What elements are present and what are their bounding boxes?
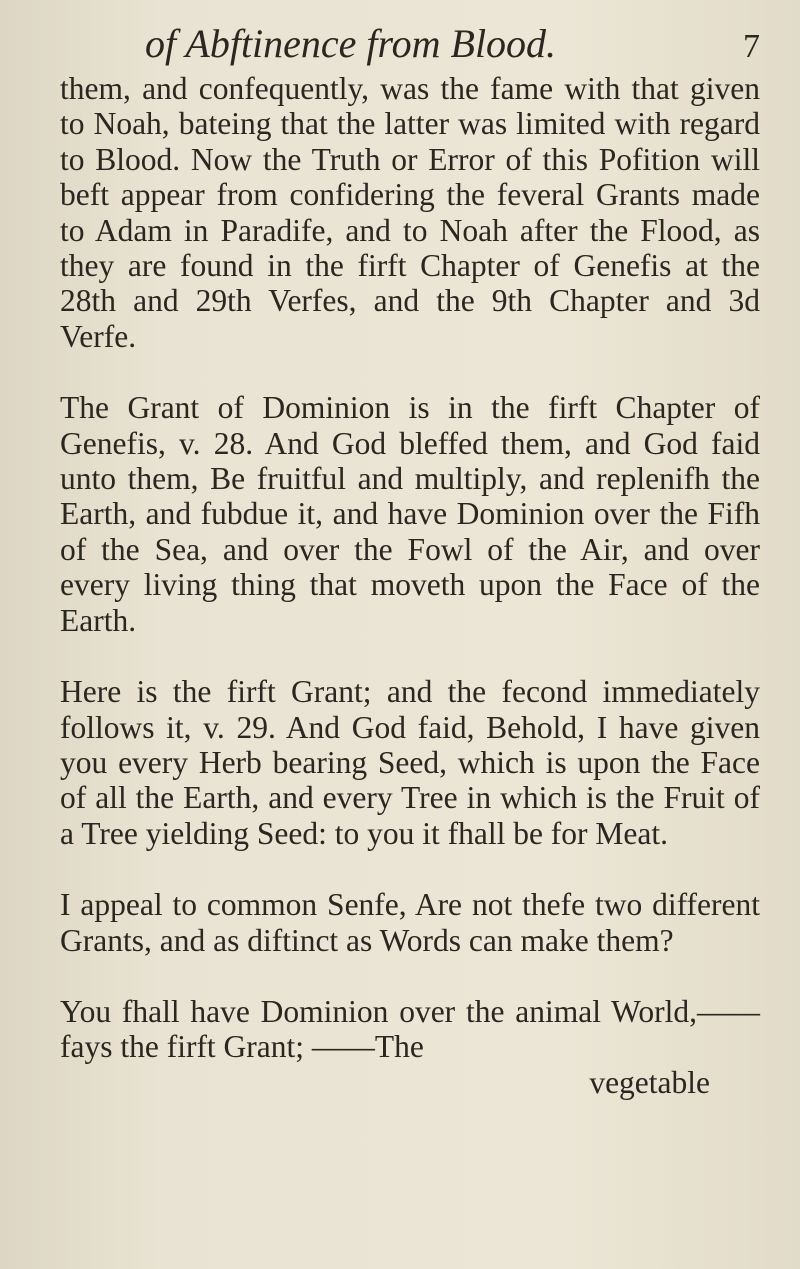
catchword: vegetable <box>589 1064 710 1100</box>
paragraph-5: You fhall have Dominion over the animal World,——fays the firft Grant; ——The <box>60 993 760 1065</box>
page-number: 7 <box>743 28 760 65</box>
running-title: of Abftinence from Blood. <box>145 21 557 66</box>
paragraph-1: them, and confequently, was the fame with that given to Noah, bateing that the latter was limited with regard to Blood. Now the Truth or Error of this Pofition will beft appear from confidering the feveral Grants made to Adam in Paradife, and to Noah after the Flood, as they are found in the firft Chapter of Genefis at the 28th and 29th Verfes, and the 9th Chapter and 3d Verfe. <box>60 71 760 354</box>
paragraph-4: I appeal to common Senfe, Are not thefe two different Grants, and as diftinct as Words can make them? <box>60 887 760 958</box>
running-header <box>145 22 760 69</box>
paragraph-2: The Grant of Dominion is in the firft Chapter of Genefis, v. 28. And God bleffed them, and God faid unto them, Be fruitful and multiply, and replenifh the Earth, and fubdue it, and have Dominion over the Fifh of the Sea, and over the Fowl of the Air, and over every living thing that moveth upon the Face of the Earth. <box>60 390 760 638</box>
paragraph-3: Here is the firft Grant; and the fecond immediately follows it, v. 29. And God faid, Behold, I have given you every Herb bearing Seed, which is upon the Face of all the Earth, and every Tree in which is the Fruit of a Tree yielding Seed: to you it fhall be for Meat. <box>60 674 760 851</box>
